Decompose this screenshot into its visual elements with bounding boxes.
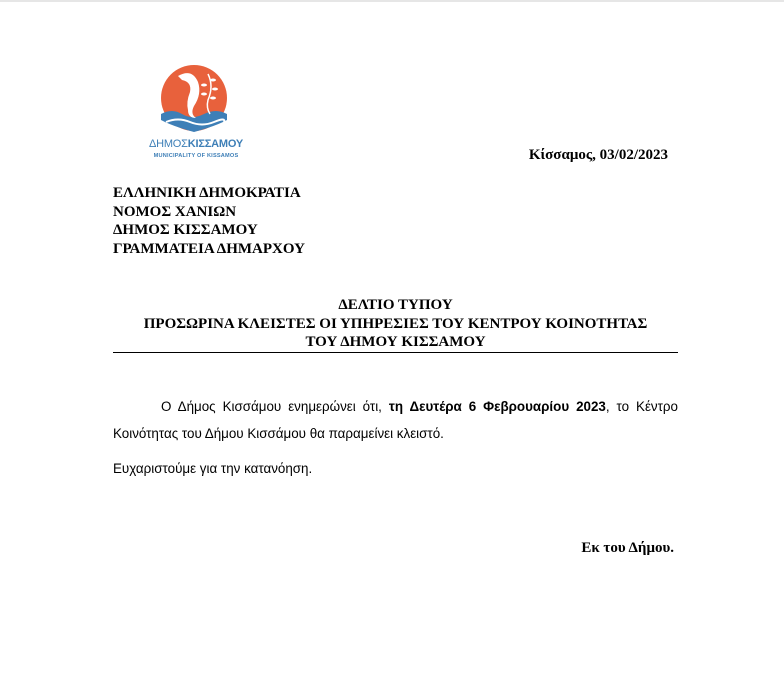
logo-subtitle: MUNICIPALITY OF KISSAMOS [153, 153, 239, 159]
body-paragraph [113, 393, 678, 447]
issuer-header [113, 184, 305, 258]
body-text-start: Ο Δήμος Κισσάμου ενημερώνει ότι, [161, 399, 389, 414]
date-line: Κίσσαμος, 03/02/2023 [528, 147, 668, 163]
signature: Εκ του Δήμου. [581, 540, 674, 556]
header-line: ΔΗΜΟΣ ΚΙΣΣΑΜΟΥ [113, 222, 258, 239]
dolphin-sun-emblem-icon [158, 62, 230, 136]
logo-name-main: ΚΙΣΣΑΜΟΥ [187, 138, 244, 150]
title-underline [113, 352, 678, 353]
header-line: ΝΟΜΟΣ ΧΑΝΙΩΝ [113, 203, 237, 220]
document-title [113, 296, 678, 352]
title-line: ΔΕΛΤΙΟ ΤΥΠΟΥ [338, 297, 453, 313]
municipality-logo [140, 62, 252, 166]
title-line: ΤΟΥ ΔΗΜΟΥ ΚΙΣΣΑΜΟΥ [305, 334, 486, 350]
logo-name [140, 138, 252, 150]
title-line: ΠΡΟΣΩΡΙΝΑ ΚΛΕΙΣΤΕΣ ΟΙ ΥΠΗΡΕΣΙΕΣ ΤΟΥ ΚΕΝΤΡΟΥ ΚΟΙΝΟΤΗΤΑΣ [143, 315, 648, 332]
header-line: ΓΡΑΜΜΑΤΕΙΑ ΔΗΜΑΡΧΟΥ [113, 240, 305, 257]
thanks-line: Ευχαριστούμε για την κατανόηση. [113, 461, 313, 476]
page-top-border [0, 0, 784, 2]
header-line: ΕΛΛΗΝΙΚΗ ΔΗΜΟΚΡΑΤΙΑ [113, 185, 301, 201]
logo-name-prefix: ΔΗΜΟΣ [148, 138, 188, 150]
body-text-end: , το Κέντρο Κοινότητας του Δήμου Κισσάμου θα παραμείνει κλειστό. [113, 399, 678, 441]
body-text-bold-date: τη Δευτέρα 6 Φεβρουαρίου 2023 [388, 399, 606, 414]
body-text [113, 393, 678, 447]
